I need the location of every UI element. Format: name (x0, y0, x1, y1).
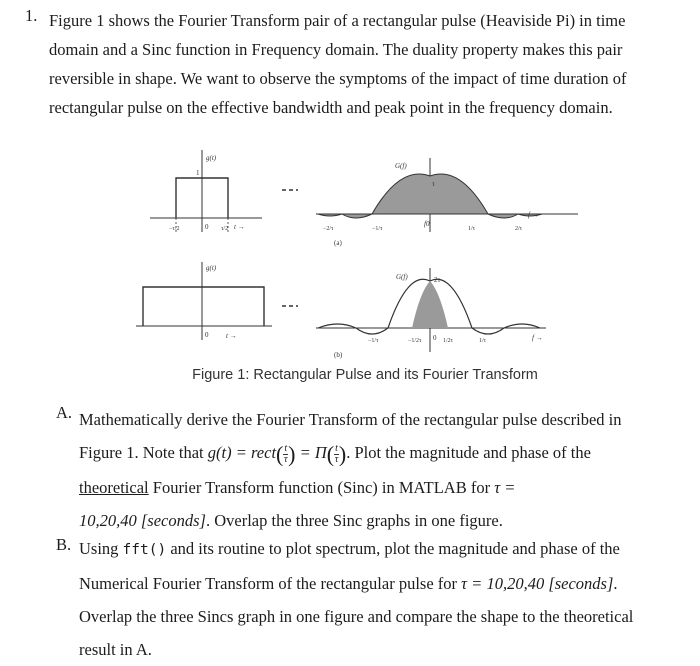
part-a-label: A. (56, 403, 73, 422)
zero-tick: 0 (205, 331, 209, 339)
question-line: rectangular pulse on the effective bandwidth and peak point in the frequency domain. (49, 98, 613, 117)
t-axis-label: t → (226, 332, 237, 340)
fraction: $\frac{t}{\tau}$ (283, 442, 288, 465)
zero-tick: 0 (433, 334, 437, 342)
g-t-label: g(t) (206, 154, 217, 162)
code-fft: fft() (122, 542, 167, 558)
part-b-line: Using fft() and its routine to plot spectrum, plot the magnitude and phase of the (79, 539, 620, 558)
panel-b-time (136, 262, 272, 340)
question-line: Figure 1 shows the Fourier Transform pair of a rectangular pulse (Heaviside Pi) in time (49, 11, 626, 30)
t-axis-label: t → (234, 223, 245, 231)
svg-text:−1/τ: −1/τ (368, 338, 379, 344)
part-a-line: Figure 1. Note that g(t) = rect( $\frac{t}{\tau}$ ) = Π( $\frac{t}{\tau}$ ). Plot the magnitude and phase of the (79, 441, 591, 467)
part-b-label: B. (56, 535, 72, 554)
part-b-text (79, 532, 679, 666)
panel-a-freq (316, 158, 578, 232)
part-b-line: Numerical Fourier Transform of the rectangular pulse for τ = 10,20,40 [seconds]. (79, 574, 618, 593)
sinc-curve (318, 174, 542, 218)
math-expression: g(t) = rect (207, 443, 277, 462)
figure-caption: Figure 1: Rectangular Pulse and its Fourier Transform (192, 367, 538, 383)
svg-text:−τ/2: −τ/2 (169, 226, 180, 232)
part-a-text (79, 403, 679, 537)
math-expression: = Π (295, 443, 327, 462)
svg-text:−1/2τ: −1/2τ (408, 338, 422, 344)
svg-text:−1/τ: −1/τ (372, 226, 383, 232)
tau-peak: τ (432, 180, 435, 188)
part-a-line: 10,20,40 [seconds]. Overlap the three Sinc graphs in one figure. (79, 510, 503, 530)
G-f-label: G(f) (395, 162, 407, 170)
f-axis-label: f → (532, 334, 543, 342)
svg-text:2/τ: 2/τ (515, 226, 523, 232)
question-line: domain and a Sinc function in Frequency domain. The duality property makes this pair (49, 40, 623, 59)
rect-pulse (143, 287, 264, 326)
part-a-line: theoretical Fourier Transform function (Sinc) in MATLAB for τ = (79, 477, 516, 497)
question-line: reversible in shape. We want to observe the symptoms of the impact of time duration of (49, 69, 627, 88)
amp-label: 1 (196, 169, 200, 177)
fraction: $\frac{t}{\tau}$ (334, 442, 339, 465)
g-t-label: g(t) (206, 264, 217, 272)
part-a-line: Mathematically derive the Fourier Transform of the rectangular pulse described in (79, 410, 622, 429)
panel-b-label: (b) (334, 351, 343, 359)
panel-b-freq (316, 268, 546, 352)
f-axis-label: f → (528, 211, 539, 219)
svg-text:1/τ: 1/τ (479, 338, 487, 344)
part-b-line: result in A. (79, 640, 152, 659)
G-f-label: G(f) (396, 273, 408, 281)
underlined-word: theoretical (79, 477, 149, 497)
svg-text:τ/2: τ/2 (221, 226, 229, 232)
question-number: 1. (25, 6, 38, 25)
svg-text:−2/τ: −2/τ (323, 226, 334, 232)
f0-tick: f0 (424, 220, 430, 228)
part-b-line: Overlap the three Sincs graph in one figure and compare the shape to the theoretical (79, 607, 634, 626)
svg-text:1/2τ: 1/2τ (443, 338, 454, 344)
panel-a-time (150, 150, 262, 232)
zero-tick: 0 (205, 223, 209, 231)
2tau-peak: 2τ (434, 276, 441, 284)
svg-text:1/τ: 1/τ (468, 226, 476, 232)
panel-a-label: (a) (334, 239, 342, 247)
